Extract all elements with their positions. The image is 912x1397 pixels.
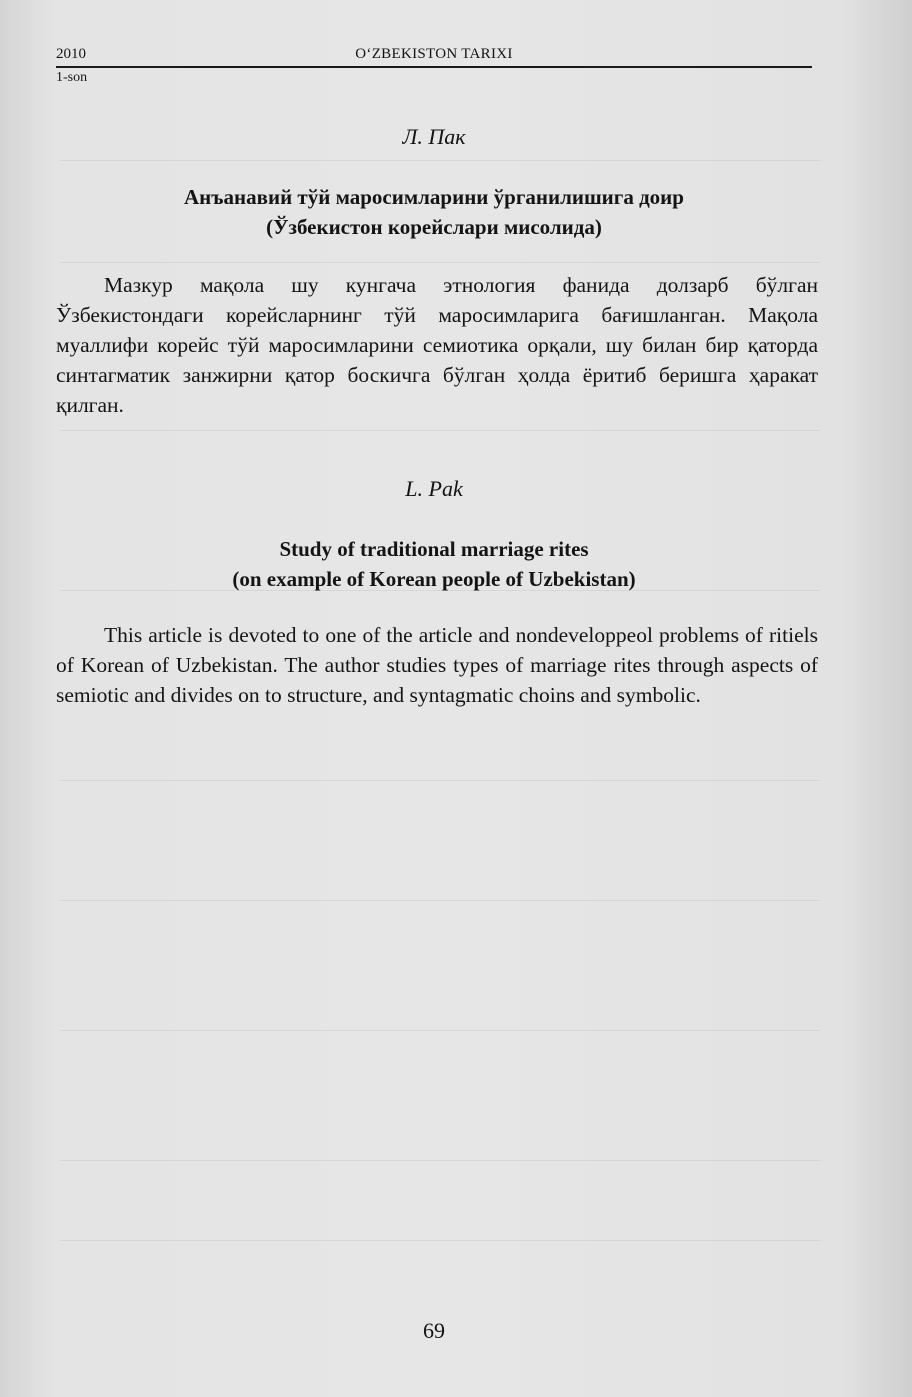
en-abstract: This article is devoted to one of the article and nondeveloppeol problems of ritiels of Korean of Uzbekistan. The author studies types of marriage rites through aspects of semiotic and divides on to structure, and syntagmatic choins and symbolic. <box>56 623 818 707</box>
running-header <box>56 44 812 84</box>
uz-author: Л. Пак <box>402 124 466 149</box>
en-title-line2: (on example of Korean people of Uzbekistan) <box>232 567 636 591</box>
page-number: 69 <box>423 1318 445 1343</box>
header-year: 2010 <box>56 46 86 62</box>
uz-title-line1: Анъанавий тўй маросимларини ўрганилишига доир <box>184 185 684 209</box>
header-rule <box>56 66 812 68</box>
en-title <box>56 534 812 594</box>
uz-abstract: Мазкур мақола шу кунгача этнология фанида долзарб бўлган Ўзбекистондаги корейсларнинг тўй маросимларига бағишланган. Мақола муаллифи корейс тўй маросимларини семиотика орқали, шу билан бир қаторда синтагматик занжирни қатор боскичга бўлган ҳолда ёритиб беришга ҳаракат қилган. <box>56 273 818 417</box>
header-issue: 1-son <box>56 70 88 85</box>
header-journal-title: O‘ZBEKISTON TARIXI <box>355 46 513 62</box>
uz-title <box>56 182 812 242</box>
en-author: L. Pak <box>405 476 463 501</box>
en-title-line1: Study of traditional marriage rites <box>279 537 589 561</box>
uz-title-line2: (Ўзбекистон корейслари мисолида) <box>266 215 602 239</box>
